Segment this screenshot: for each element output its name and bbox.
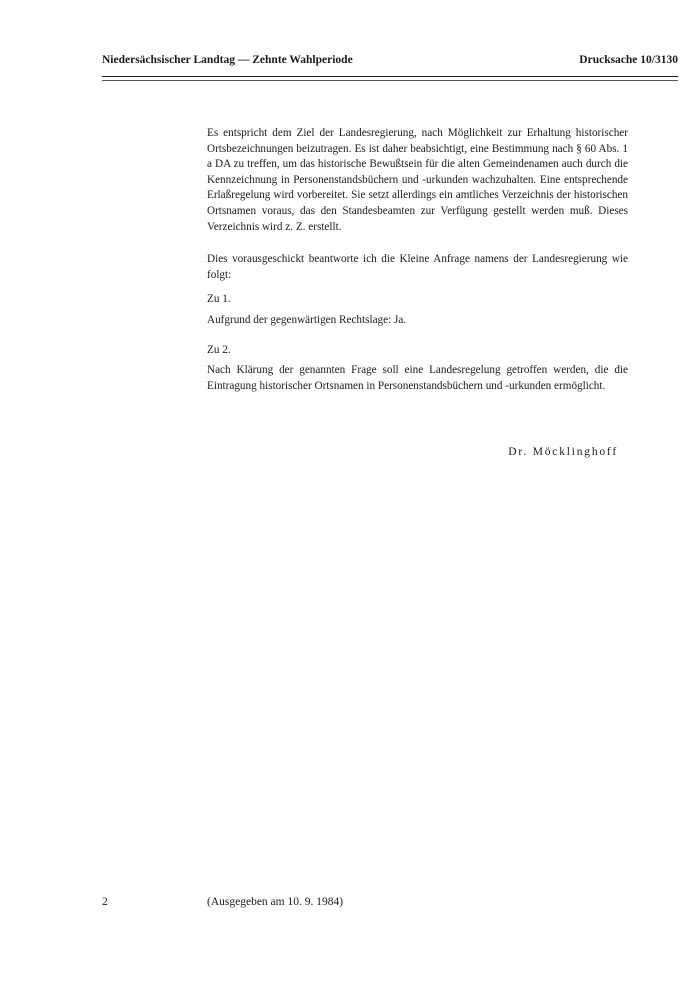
paragraph-text: Es entspricht dem Ziel der Landesregierung, nach Möglichkeit zur Erhaltung historischer Ortsbezeichnungen beizutragen. Es ist daher beabsichtigt, eine Bestimmung nach § 60 Abs. 1 a DA zu treffen, um das historische Bewußtsein für die alten Gemeindenamen auch durch die Kennzeichnung in Personenstandsbüchern und -urkunden wachzuhalten. Eine entsprechende Erlaßregelung wird vorbereitet. Sie setzt allerdings ein amtliches Verzeichnis der historischen Ortsnamen voraus, das den Standesbeamten zur Verfügung gestellt werden muß. Dieses Verzeichnis wird z. Z. erstellt. [207,127,628,233]
paragraph-preamble [207,252,628,283]
answer-text: Aufgrund der gegenwärtigen Rechtslage: Ja. [207,314,407,326]
page-number: 2 [102,896,108,908]
signature: Dr. Möcklinghoff [508,446,618,458]
header-parliament-title: Niedersächsischer Landtag — Zehnte Wahlperiode [102,54,353,66]
heading-text: Zu 1. [207,293,231,305]
answer-2 [207,363,628,394]
header-rule [102,76,678,77]
issue-date: (Ausgegeben am 10. 9. 1984) [207,896,344,908]
answer-text: Nach Klärung der genannten Frage soll eine Landesregelung getroffen werden, die die Eintragung historischer Ortsnamen in Personenstandsbüchern und -urkunden ermöglicht. [207,364,628,392]
question-heading-1 [207,292,628,308]
heading-text: Zu 2. [207,344,231,356]
page-header [102,54,678,74]
header-document-number: Drucksache 10/3130 [579,54,678,66]
question-heading-2 [207,343,628,359]
paragraph-intro [207,126,628,235]
paragraph-text: Dies vorausgeschickt beantworte ich die Kleine Anfrage namens der Landesregierung wie folgt: [207,253,628,281]
answer-1 [207,313,628,329]
header-rule-thin [102,80,678,81]
